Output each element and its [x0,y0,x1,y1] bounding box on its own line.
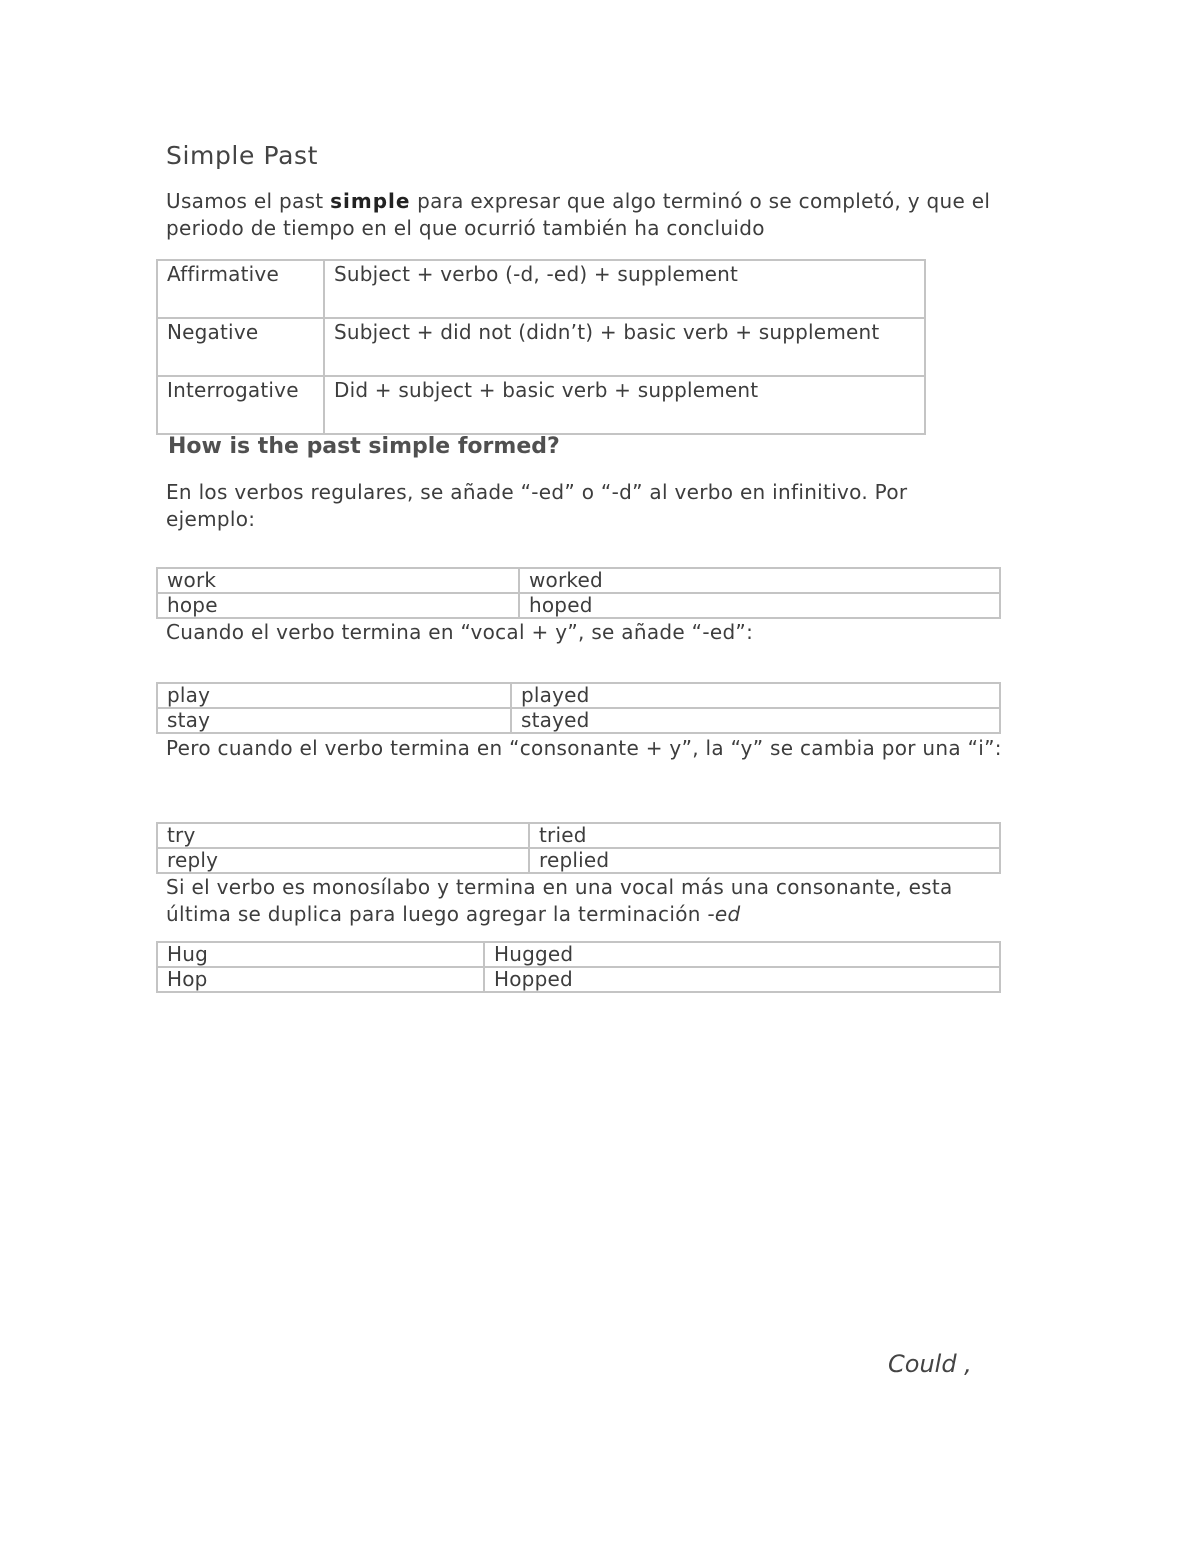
past-verb: Hugged [484,942,1000,967]
section-heading: How is the past simple formed? [168,434,560,459]
base-verb: try [157,823,529,848]
base-verb: Hop [157,967,484,992]
table-row [157,967,1000,992]
table-row [157,683,1000,708]
verb-table [156,682,1001,734]
table-row [157,823,1000,848]
intro-paragraph [166,188,1066,242]
rule-formula: Subject + did not (didn’t) + basic verb + supplement [324,318,925,376]
table-row [157,942,1000,967]
base-verb: stay [157,708,511,733]
table-row [157,848,1000,873]
rule-text-main: Si el verbo es monosílabo y termina en una vocal más una consonante, esta última se duplica para luego agregar la terminación [166,875,953,926]
rule-text [166,874,1006,928]
table-row [157,376,925,434]
rule-label: Negative [157,318,324,376]
rule-text-suffix: -ed [707,902,741,926]
past-verb: stayed [511,708,1000,733]
past-verb: Hopped [484,967,1000,992]
base-verb: hope [157,593,519,618]
table-row [157,593,1000,618]
base-verb: work [157,568,519,593]
page-title: Simple Past [166,141,319,170]
intro-before: Usamos el past [166,189,331,213]
structure-table [156,259,926,435]
rule-label: Interrogative [157,376,324,434]
verb-table [156,822,1001,874]
past-verb: played [511,683,1000,708]
table-row [157,318,925,376]
past-verb: replied [529,848,1000,873]
past-verb: tried [529,823,1000,848]
base-verb: Hug [157,942,484,967]
rule-formula: Did + subject + basic verb + supplement [324,376,925,434]
base-verb: play [157,683,511,708]
rule-text: Cuando el verbo termina en “vocal + y”, se añade “-ed”: [166,620,754,644]
verb-table [156,941,1001,993]
rule-text: Pero cuando el verbo termina en “consonante + y”, la “y” se cambia por una “i”: [166,736,1002,760]
past-verb: hoped [519,593,1000,618]
table-row [157,708,1000,733]
rule-text: En los verbos regulares, se añade “-ed” o “-d” al verbo en infinitivo. Por ejemplo: [166,480,908,531]
base-verb: reply [157,848,529,873]
verb-table [156,567,1001,619]
rule-label: Affirmative [157,260,324,318]
intro-after: para expresar que algo terminó o se completó, y que el periodo de tiempo en el que ocurrió también ha concluido [166,189,991,240]
rule-formula: Subject + verbo (-d, -ed) + supplement [324,260,925,318]
signature-text: Could , [888,1350,972,1378]
table-row [157,568,1000,593]
intro-bold-word: simple [330,189,411,213]
table-row [157,260,925,318]
past-verb: worked [519,568,1000,593]
